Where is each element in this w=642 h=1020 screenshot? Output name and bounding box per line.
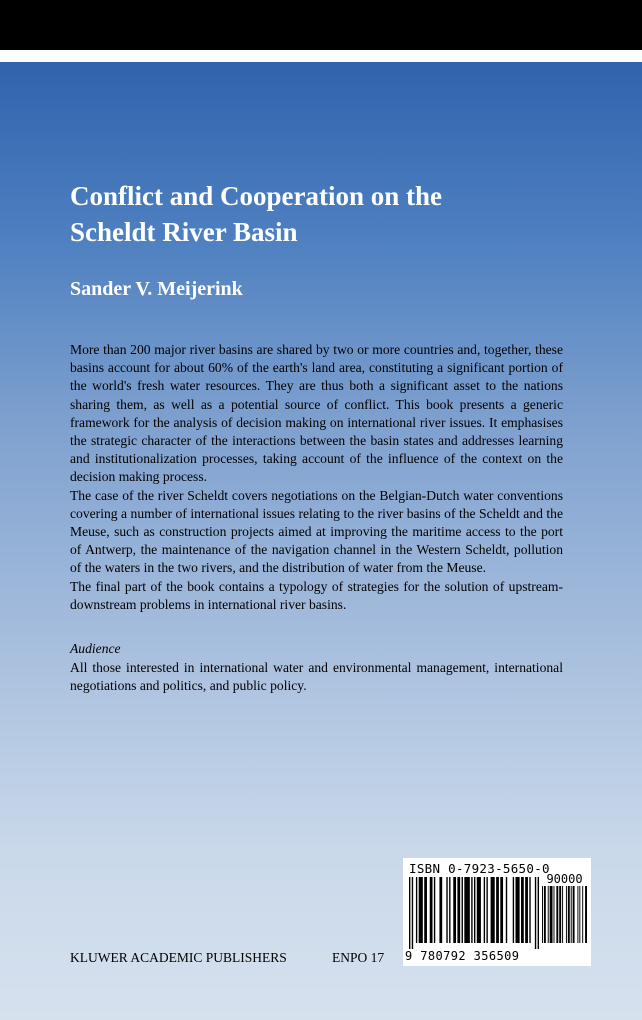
barcode-bars-icon [409, 877, 539, 949]
isbn-barcode [403, 858, 591, 966]
publisher-name: KLUWER ACADEMIC PUBLISHERS [70, 950, 287, 965]
series-label: ENPO 17 [332, 950, 385, 965]
audience-heading: Audience [70, 641, 121, 656]
audience-text: All those interested in international water and environmental management, international negotiations and politics, and public policy. [70, 660, 563, 694]
book-title-line-2: Scheldt River Basin [70, 217, 298, 247]
barcode-addon-digits: 90000 [546, 872, 583, 886]
book-author: Sander V. Meijerink [70, 278, 243, 300]
blurb-paragraph-3: The final part of the book contains a typology of strategies for the solution of upstream-downstream problems in international river basins. [70, 578, 563, 612]
blurb-paragraph-1: More than 200 major river basins are shared by two or more countries and, together, these basins account for about 60% of the earth's land area, constituting a significant portion of the world's fresh water resources. They are thus both a significant asset to the nations sharing them, as well as a potential source of conflict. This book presents a generic framework for the analysis of decision making on international river issues. It emphasises the strategic character of the interactions between the basin states and addresses learning and institutionalization processes, taking account of the influence of the context on the decision making process. [70, 342, 563, 485]
isbn-number: ISBN 0-7923-5650-0 [409, 861, 550, 876]
top-black-bar [0, 0, 642, 50]
book-title-line-1: Conflict and Cooperation on the [70, 181, 443, 211]
barcode-addon-bars-icon [542, 886, 587, 949]
book-title [70, 178, 590, 250]
ean-digits: 9 780792 356509 [405, 949, 520, 963]
blurb-paragraph-2: The case of the river Scheldt covers negotiations on the Belgian-Dutch water conventions covering a number of international issues relating to the river basins of the Scheldt and the Meuse, such as construction projects aimed at improving the maritime access to the port of Antwerp, the maintenance of the navigation channel in the Western Scheldt, pollution of the waters in the two rivers, and the distribution of water from the Meuse. [70, 487, 563, 576]
blurb-text [70, 341, 563, 614]
